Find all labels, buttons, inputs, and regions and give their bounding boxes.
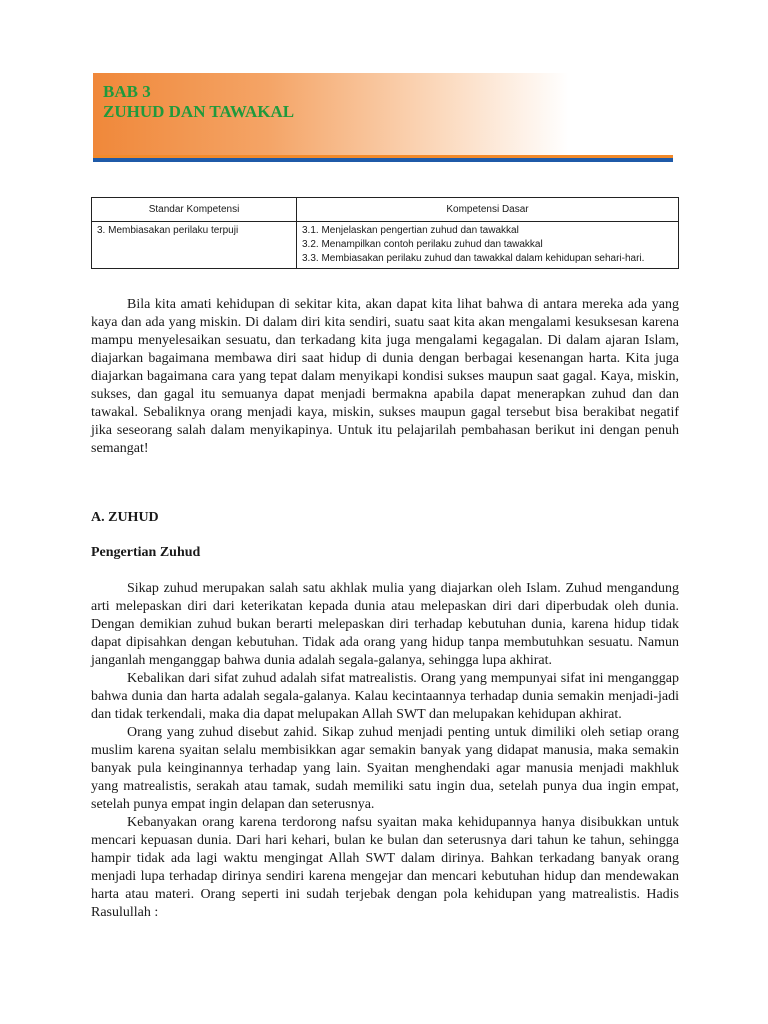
chapter-number: BAB 3 — [103, 82, 151, 101]
subheading-pengertian-zuhud: Pengertian Zuhud — [91, 545, 201, 560]
kd-item: 3.1. Menjelaskan pengertian zuhud dan tawakkal — [302, 225, 519, 236]
header-kompetensi-dasar: Kompetensi Dasar — [297, 198, 679, 222]
table-header-row — [92, 198, 679, 222]
competency-table — [91, 197, 679, 269]
chapter-name: ZUHUD DAN TAWAKAL — [103, 102, 295, 121]
header-standar-kompetensi: Standar Kompetensi — [92, 198, 297, 222]
intro-paragraph: Bila kita amati kehidupan di sekitar kita, akan dapat kita lihat bahwa di antara mereka ada yang kaya dan ada yang miskin. Di dalam diri kita sendiri, suatu saat kita akan mengalami kesuksesan karena mampu menyelesaikan sesuatu, dan terkadang kita juga mengalami kegagalan. Di dalam ajaran Islam, diajarkan bagaimana membawa diri saat hidup di dunia dengan berbagai kesenangan harta. Kita juga diajarkan bagaimana cara yang tepat dalam menyikapi kondisi sukses maupun saat gagal. Kaya, miskin, sukses, dan gagal itu semuanya dapat menjadi bermakna apabila dapat menerapkan zuhud dan dan tawakal. Sebaliknya orang menjadi kaya, miskin, sukses maupun gagal tersebut bisa berakibat negatif jika seseorang salah dalam menyikapinya. Untuk itu pelajarilah pembahasan berikut ini dengan penuh semangat! — [91, 297, 679, 456]
body-text — [91, 580, 679, 922]
intro-paragraph-block — [91, 296, 679, 458]
table-row — [92, 222, 679, 269]
body-paragraph: Kebanyakan orang karena terdorong nafsu syaitan maka kehidupannya hanya disibukkan untuk mencari kepuasan dunia. Dari hari kehari, bulan ke bulan dan seterusnya dari tahun ke tahun, sehingga hampir tidak ada lagi waktu mengingat Allah SWT dalam dirinya. Bahkan terkadang banyak orang menjadi lupa terhadap dirinya sendiri karena mengejar dan mencari kebutuhan hidup dan mendewakan harta atau materi. Orang seperti ini sudah terjebak dengan pola kehidupan yang matrealistis. Hadis Rasulullah : — [91, 815, 679, 920]
chapter-title — [103, 82, 294, 122]
chapter-banner — [93, 73, 673, 157]
kd-item: 3.3. Membiasakan perilaku zuhud dan tawakkal dalam kehidupan sehari-hari. — [302, 253, 645, 264]
kd-item: 3.2. Menampilkan contoh perilaku zuhud dan tawakkal — [302, 239, 543, 250]
section-heading-zuhud: A. ZUHUD — [91, 510, 159, 525]
kompetensi-dasar-cell — [297, 222, 679, 269]
standar-kompetensi-cell: 3. Membiasakan perilaku terpuji — [92, 222, 297, 269]
body-paragraph: Sikap zuhud merupakan salah satu akhlak mulia yang diajarkan oleh Islam. Zuhud mengandung arti melepaskan diri dari keterikatan kepada dunia atau melepaskan diri dari diperbudak oleh dunia. Dengan demikian zuhud bukan berarti melepaskan diri terhadap kebutuhan dunia, karena hidup tidak dapat dipisahkan dengan kebutuhan. Tidak ada orang yang hidup tanpa membutuhkan sesuatu. Namun janganlah menganggap bahwa dunia adalah segala-galanya, sehingga lupa akhirat. — [91, 581, 679, 668]
body-paragraph: Kebalikan dari sifat zuhud adalah sifat matrealistis. Orang yang mempunyai sifat ini menganggap bahwa dunia dan harta adalah segala-galanya. Kalau kecintaannya terhadap dunia semakin menjadi-jadi dan tidak terkendali, maka dia dapat melupakan Allah SWT dan melupakan kehidupan akhirat. — [91, 671, 679, 722]
banner-rule-blue — [93, 158, 673, 162]
body-paragraph: Orang yang zuhud disebut zahid. Sikap zuhud menjadi penting untuk dimiliki oleh setiap orang muslim karena syaitan selalu membisikkan agar semakin banyak yang didapat manusia, maka semakin banyak pula keinginannya terhadap yang lain. Syaitan menghendaki agar manusia menjadi makhluk yang matrealistis, serakah atau tamak, sudah memiliki satu ingin dua, setelah punya dua ingin empat, setelah punya empat ingin delapan dan seterusnya. — [91, 725, 679, 812]
